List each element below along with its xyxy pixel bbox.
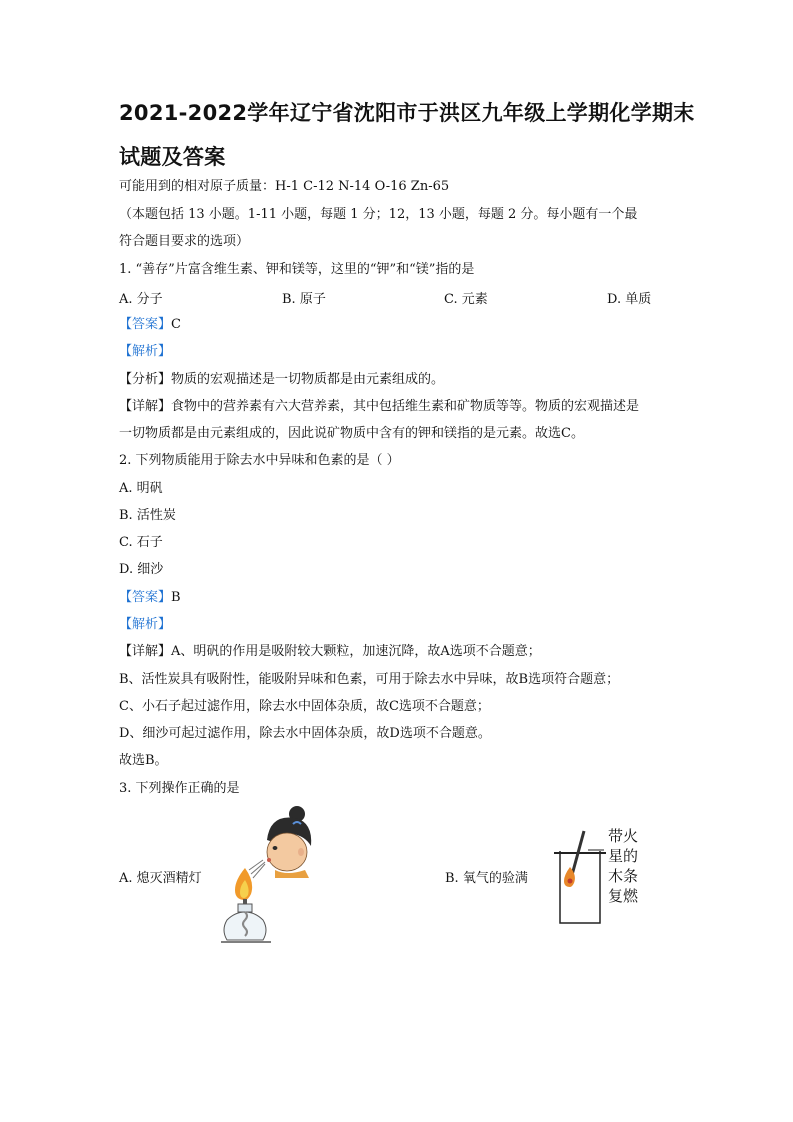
label-line-2: 星的 [608, 847, 639, 865]
q1-detail-text-1: 食物中的营养素有六大营养素，其中包括维生素和矿物质等等。物质的宏观描述是 [171, 399, 640, 414]
figure-oxygen-test [548, 823, 648, 927]
q1-answer [119, 316, 181, 334]
answer-tag: 【答案】 [119, 317, 172, 332]
q3-stem: 3. 下列操作正确的是 [119, 781, 240, 796]
q2-answer [119, 589, 181, 607]
instruction-line-1: （本题包括 13 小题。1-11 小题，每题 1 分；12，13 小题，每题 2 分。每小题有一个最 [119, 207, 638, 222]
eye [273, 846, 278, 850]
q2-detail-text-1: A、明矾的作用是吸附较大颗粒，加速沉降，故A选项不合题意； [171, 644, 541, 659]
ear [298, 848, 304, 856]
q3-option-a: A. 熄灭酒精灯 [119, 871, 202, 886]
answer-tag: 【答案】 [119, 590, 172, 605]
q1-stem: 1. “善存”片富含维生素、钾和镁等，这里的“钾”和“镁”指的是 [119, 262, 475, 277]
q1-option-a: A. 分子 [119, 292, 163, 307]
q1-option-d: D. 单质 [607, 292, 652, 307]
q2-detail-3: C、小石子起过滤作用，除去水中固体杂质，故C选项不合题意； [119, 699, 490, 714]
label-line-4: 复燃 [608, 887, 639, 905]
q2-answer-value: B [171, 590, 181, 605]
q2-conclusion: 故选B。 [119, 753, 168, 768]
fenxi-tag: 【分析】 [119, 372, 172, 387]
detail-tag: 【详解】 [119, 644, 172, 659]
q2-detail-4: D、细沙可起过滤作用，除去水中固体杂质，故D选项不合题意。 [119, 726, 491, 741]
shoulder [275, 870, 309, 878]
q1-option-c: C. 元素 [444, 292, 488, 307]
q2-detail-1 [119, 643, 541, 661]
q2-stem: 2. 下列物质能用于除去水中异味和色素的是（ ） [119, 453, 400, 468]
q1-fenxi-text: 物质的宏观描述是一切物质都是由元素组成的。 [171, 372, 445, 387]
label-line-1: 带火 [608, 827, 639, 845]
q2-option-b: B. 活性炭 [119, 508, 176, 523]
q2-option-a: A. 明矾 [119, 481, 163, 496]
analysis-tag: 【解析】 [119, 617, 172, 632]
mouth [267, 858, 271, 862]
figure-blowing-out-lamp [215, 800, 320, 945]
q2-analysis-heading [119, 616, 171, 634]
ember [568, 879, 573, 884]
q1-answer-value: C [171, 317, 181, 332]
q1-analysis-heading [119, 343, 171, 361]
detail-tag: 【详解】 [119, 399, 172, 414]
lamp-neck [238, 904, 252, 912]
page-title-line-2: 试题及答案 [119, 145, 226, 169]
atomic-masses: 可能用到的相对原子质量：H-1 C-12 N-14 O-16 Zn-65 [119, 179, 450, 194]
label-line-3: 木条 [608, 867, 639, 885]
instruction-line-2: 符合题目要求的选项） [119, 234, 250, 249]
q1-detail-1 [119, 398, 639, 416]
q2-option-d: D. 细沙 [119, 562, 164, 577]
q2-detail-2: B、活性炭具有吸附性，能吸附异味和色素，可用于除去水中异味，故B选项符合题意； [119, 672, 620, 687]
q2-option-c: C. 石子 [119, 535, 163, 550]
q1-fenxi [119, 371, 444, 389]
q3-option-b: B. 氧气的验满 [445, 871, 528, 886]
q1-detail-2: 一切物质都是由元素组成的，因此说矿物质中含有的钾和镁指的是元素。故选C。 [119, 426, 584, 441]
page-title-line-1: 2021-2022学年辽宁省沈阳市于洪区九年级上学期化学期末 [119, 101, 695, 125]
analysis-tag: 【解析】 [119, 344, 172, 359]
q1-option-b: B. 原子 [282, 292, 326, 307]
bottle [560, 851, 600, 923]
